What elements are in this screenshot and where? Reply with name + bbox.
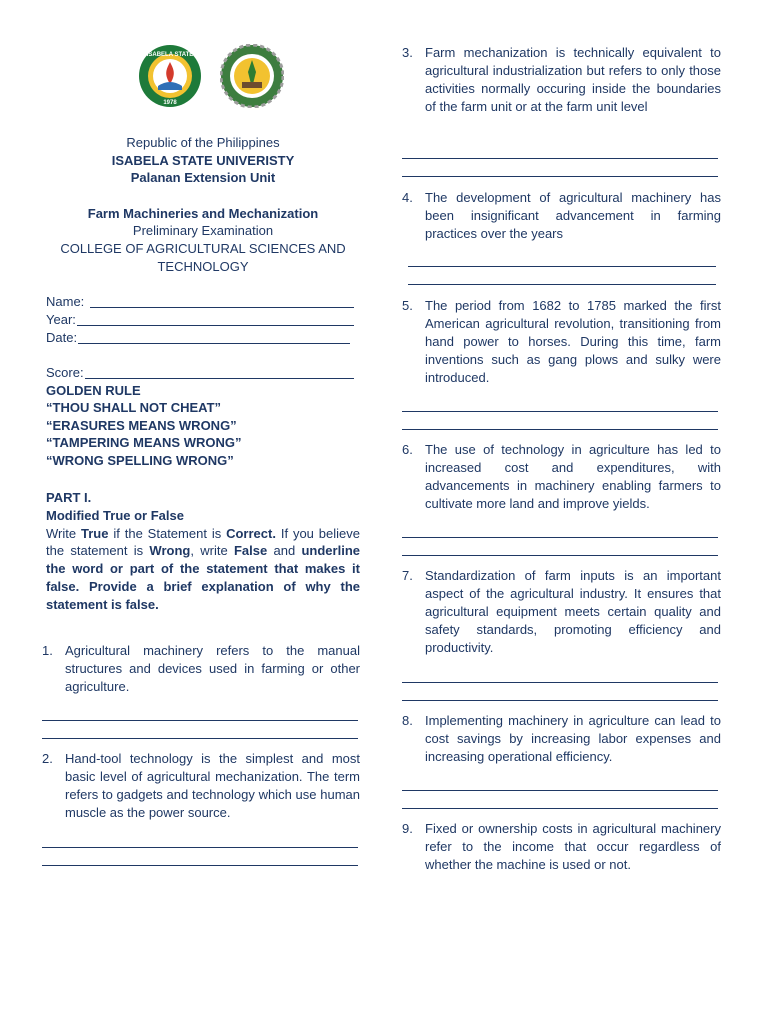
question-item [402, 712, 721, 766]
question-text: Agricultural machinery refers to the manual structures and devices used in farming or other agriculture. [65, 643, 360, 694]
answer-line[interactable] [402, 429, 718, 430]
date-line[interactable] [78, 342, 350, 344]
answer-line[interactable] [42, 865, 358, 866]
answer-line[interactable] [402, 411, 718, 412]
svg-text:1978: 1978 [163, 100, 177, 106]
answer-line[interactable] [402, 790, 718, 791]
name-label: Name: [46, 294, 85, 309]
answer-line[interactable] [402, 808, 718, 809]
date-field[interactable] [46, 329, 350, 347]
part-one-section [46, 489, 360, 614]
question-item [402, 567, 721, 657]
question-number: 4. [402, 190, 413, 205]
name-field[interactable] [46, 293, 354, 311]
answer-line[interactable] [408, 266, 716, 267]
college-agricultural-sciences-seal-icon [220, 44, 284, 108]
question-item [402, 44, 721, 116]
question-item [402, 297, 721, 387]
question-number: 6. [402, 442, 413, 457]
question-text: Implementing machinery in agriculture can lead to cost savings by increasing labor expenses and increasing operational efficiency. [425, 713, 721, 764]
isabela-state-university-seal-icon [138, 44, 202, 108]
question-item [402, 189, 721, 243]
question-text: The development of agricultural machinery has been insignificant advancement in farming practices over the years [425, 190, 721, 241]
question-text: Hand-tool technology is the simplest and most basic level of agricultural mechanization. The term refers to gadgets and technology which use human muscle as the power source. [65, 751, 360, 820]
rule-line: “THOU SHALL NOT CHEAT” [46, 400, 222, 416]
answer-line[interactable] [402, 682, 718, 683]
answer-line[interactable] [402, 700, 718, 701]
part-subtitle: Modified True or False [46, 507, 184, 523]
question-number: 3. [402, 45, 413, 60]
part-instructions: Write True if the Statement is Correct. If you believe the statement is Wrong, write False and underline the word or part of the statement that makes it false. Provide a brief explanation of why the statement is false. [46, 525, 360, 612]
republic-line: Republic of the Philippines [126, 135, 280, 150]
date-label: Date: [46, 330, 78, 345]
answer-line[interactable] [42, 738, 358, 739]
college-name: COLLEGE OF AGRICULTURAL SCIENCES AND TECHNOLOGY [60, 240, 346, 274]
question-text: The period from 1682 to 1785 marked the first American agricultural revolution, transitioning from hand power to horses. During this time, farm inventions such as gang plows and sulky were introduced. [425, 298, 721, 385]
year-field[interactable] [46, 311, 354, 329]
document-header [46, 134, 360, 275]
svg-text:ISABELA STATE: ISABELA STATE [146, 52, 194, 58]
question-text: Farm mechanization is technically equivalent to agricultural industrialization but refers to only those activities normally occuring inside the boundaries of the farm unit or at the farm unit level [425, 45, 721, 114]
answer-line[interactable] [42, 720, 358, 721]
unit-name: Palanan Extension Unit [130, 170, 276, 186]
question-number: 9. [402, 821, 413, 836]
name-line[interactable] [90, 306, 354, 308]
answer-line[interactable] [402, 176, 718, 177]
university-name: ISABELA STATE UNIVERISTY [111, 152, 295, 168]
answer-line[interactable] [42, 847, 358, 848]
rule-line: “ERASURES MEANS WRONG” [46, 417, 237, 433]
year-label: Year: [46, 312, 76, 327]
golden-rule-block [46, 364, 360, 470]
question-item [402, 441, 721, 513]
golden-rule-title: GOLDEN RULE [46, 382, 141, 398]
score-label: Score: [46, 365, 84, 380]
rule-line: “WRONG SPELLING WRONG” [46, 452, 234, 468]
question-item [42, 750, 360, 822]
question-text: The use of technology in agriculture has led to increased cost and expenditures, with advancements in machinery enabling farmers to cultivate more land and improve yields. [425, 442, 721, 511]
exam-title: Preliminary Examination [132, 223, 274, 239]
question-number: 7. [402, 568, 413, 583]
answer-line[interactable] [408, 284, 716, 285]
question-text: Standardization of farm inputs is an important aspect of the agricultural industry. It ensures that agricultural equipment meets certain quality and safety standards, promoting efficiency and productivity. [425, 568, 721, 655]
header-logos [138, 44, 286, 108]
score-line[interactable] [85, 377, 354, 379]
answer-line[interactable] [402, 537, 718, 538]
question-text: Fixed or ownership costs in agricultural machinery refer to the income that occur regardless of whether the machine is used or not. [425, 821, 721, 872]
answer-line[interactable] [402, 555, 718, 556]
course-title: Farm Machineries and Mechanization [87, 205, 319, 221]
part-title: PART I. [46, 490, 92, 505]
question-item [402, 820, 721, 874]
student-info-form [46, 293, 360, 347]
question-item [42, 642, 360, 696]
question-number: 2. [42, 751, 53, 766]
question-number: 5. [402, 298, 413, 313]
rule-line: “TAMPERING MEANS WRONG” [46, 435, 242, 451]
year-line[interactable] [77, 324, 354, 326]
question-number: 1. [42, 643, 53, 658]
question-number: 8. [402, 713, 413, 728]
answer-line[interactable] [402, 158, 718, 159]
score-field[interactable] [46, 364, 354, 382]
